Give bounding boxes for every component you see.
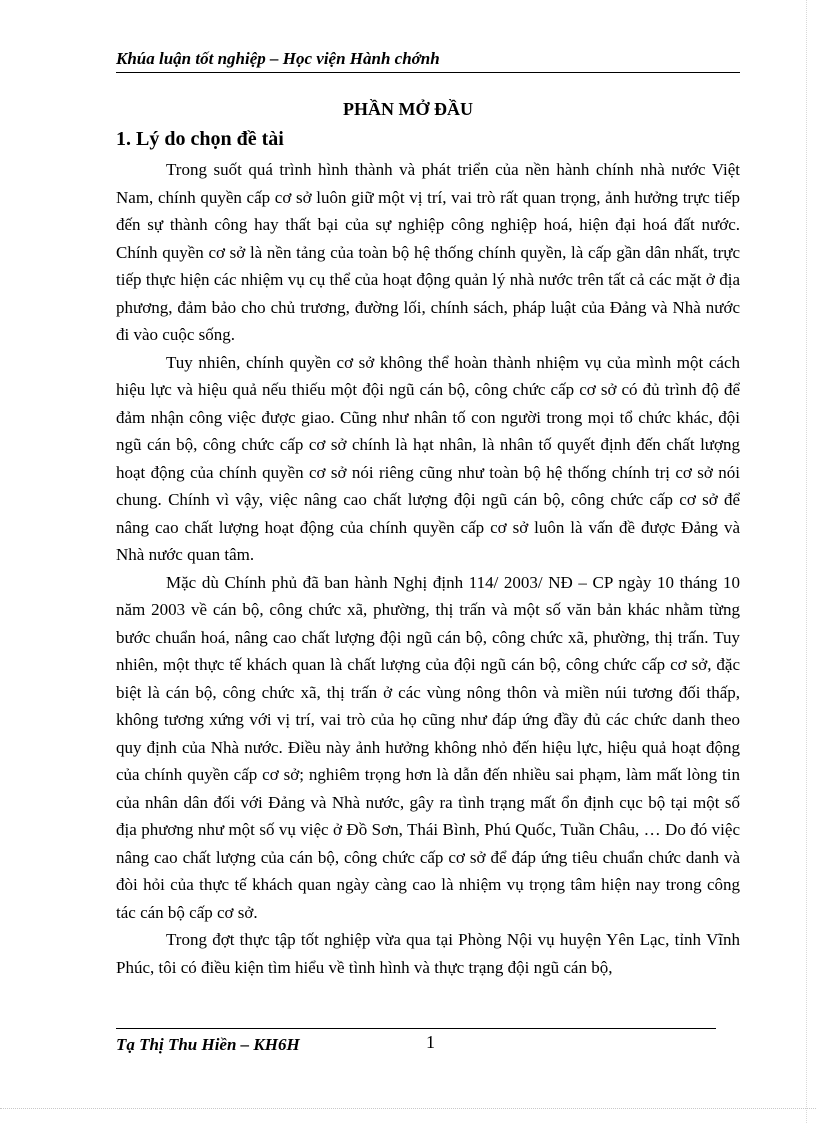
paragraph: Trong suốt quá trình hình thành và phát triển của nền hành chính nhà nước Việt Nam, chính quyền cấp cơ sở luôn giữ một vị trí, vai trò rất quan trọng, ảnh hưởng trực tiếp đến sự thành công hay thất bại của sự nghiệp công nghiệp hoá, hiện đại hoá đất nước. Chính quyền cơ sở là nền tảng của toàn bộ hệ thống chính quyền, là cấp gần dân nhất, trực tiếp thực hiện các nhiệm vụ cụ thể của hoạt động quản lý nhà nước trên tất cả các mặt ở địa phương, đảm bảo cho chủ trương, đường lối, chính sách, pháp luật của Đảng và Nhà nước đi vào cuộc sống. <box>116 160 740 344</box>
footer-author: Tạ Thị Thu Hiền – KH6H <box>116 1035 300 1054</box>
paragraph: Mặc dù Chính phủ đã ban hành Nghị định 114/ 2003/ NĐ – CP ngày 10 tháng 10 năm 2003 về cán bộ, công chức xã, phường, thị trấn và một số văn bản khác nhằm từng bước chuẩn hoá, nâng cao chất lượng đội ngũ cán bộ, công chức xã, phường, thị trấn. Tuy nhiên, một thực tế khách quan là chất lượng của đội ngũ cán bộ, công chức cấp cơ sở, đặc biệt là cán bộ, công chức xã, thị trấn ở các vùng nông thôn và miền núi tương đối thấp, không tương xứng với vị trí, vai trò của họ cũng như đáp ứng đầy đủ các chức danh theo quy định của Nhà nước. Điều này ảnh hưởng không nhỏ đến hiệu lực, hiệu quả hoạt động của chính quyền cấp cơ sở; nghiêm trọng hơn là dẫn đến nhiều sai phạm, làm mất lòng tin của nhân dân đối với Đảng và Nhà nước, gây ra tình trạng mất ổn định cục bộ tại một số địa phương như một số vụ việc ở Đồ Sơn, Thái Bình, Phú Quốc, Tuần Châu, … Do đó việc nâng cao chất lượng của cán bộ, công chức cấp cơ sở để đáp ứng tiêu chuẩn chức danh và đòi hỏi của thực tế khách quan ngày càng cao là nhiệm vụ trọng tâm hiện nay trong công tác cán bộ cấp cơ sở. <box>116 572 740 922</box>
page-header: Khúa luận tốt nghiệp – Học viện Hành chớnh <box>116 49 440 68</box>
paragraph: Trong đợt thực tập tốt nghiệp vừa qua tại Phòng Nội vụ huyện Yên Lạc, tỉnh Vĩnh Phúc, tôi có điều kiện tìm hiểu về tình hình và thực trạng đội ngũ cán bộ, <box>116 930 740 977</box>
footer-rule <box>116 1028 716 1029</box>
paragraph: Tuy nhiên, chính quyền cơ sở không thể hoàn thành nhiệm vụ của mình một cách hiệu lực và hiệu quả nếu thiếu một đội ngũ cán bộ, công chức cấp cơ sở có đủ trình độ để đảm nhận công việc được giao. Cũng như nhân tố con người trong mọi tổ chức khác, đội ngũ cán bộ, công chức cấp cơ sở chính là hạt nhân, là nhân tố quyết định đến chất lượng hoạt động của chính quyền cơ sở nói riêng cũng như toàn bộ hệ thống chính trị cơ sở nói chung. Chính vì vậy, việc nâng cao chất lượng đội ngũ cán bộ, công chức cấp cơ sở để nâng cao chất lượng hoạt động của chính quyền cấp cơ sở luôn là vấn đề được Đảng và Nhà nước quan tâm. <box>116 352 740 564</box>
page-edge-divider <box>0 1108 816 1109</box>
page-title: PHẦN MỞ ĐẦU <box>343 99 473 119</box>
page-edge-divider-vertical <box>806 0 807 1123</box>
section-heading: 1. Lý do chọn đề tài <box>116 128 284 150</box>
body-text <box>116 156 740 981</box>
page-number: 1 <box>426 1032 435 1052</box>
header-rule <box>116 72 740 73</box>
